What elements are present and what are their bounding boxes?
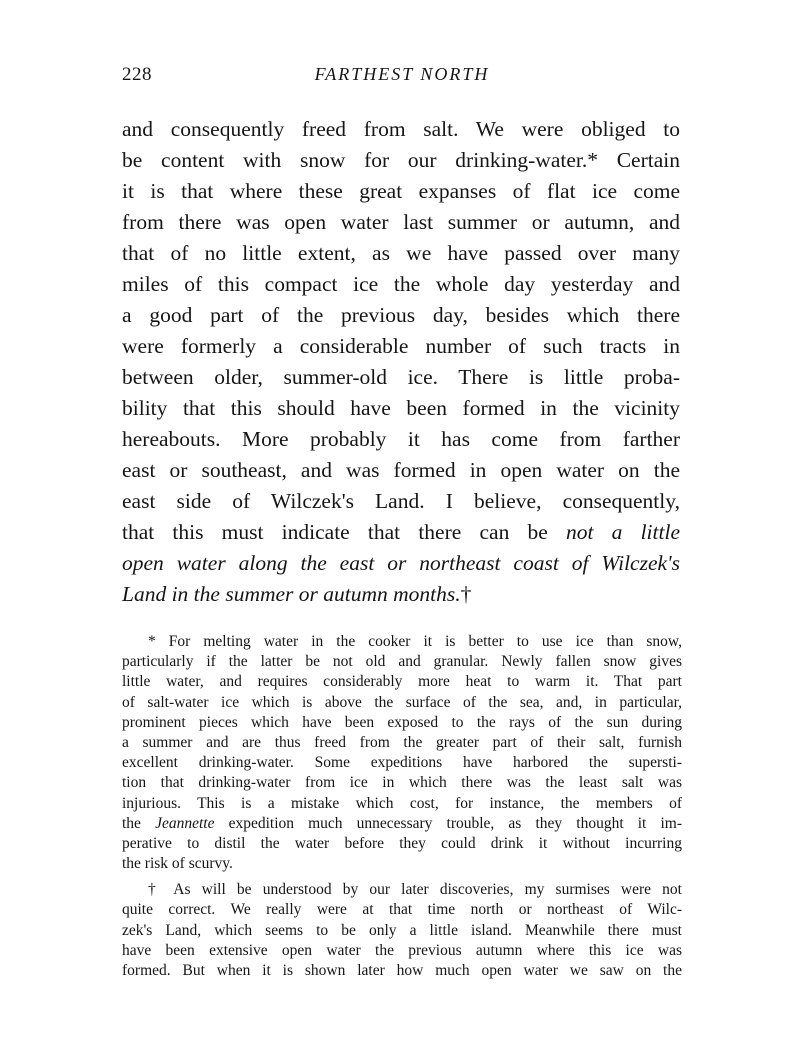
footnote-line: [122, 814, 682, 834]
body-line: it is that where these great expanses of flat ice come: [122, 179, 680, 203]
body-line: miles of this compact ice the whole day yesterday and: [122, 272, 680, 296]
ship-name: Jeannette: [155, 814, 215, 832]
footnote-line: have been extensive open water the previous autumn where this ice was: [122, 941, 682, 959]
footnote-line: * For melting water in the cooker it is better to use ice than snow,: [148, 633, 682, 650]
footnote-line: tion that drinking-water from ice in which there was the least salt was: [122, 774, 682, 792]
body-line: that of no little extent, as we have passed over many: [122, 241, 680, 265]
footnote-line: † As will be understood by our later discoveries, my surmises were not: [148, 881, 682, 899]
footnote-line: injurious. This is a mistake which cost, for instance, the members of: [122, 794, 682, 812]
dagger-footnote-mark: †: [460, 582, 472, 606]
body-line: bility that this should have been formed in the vicinity: [122, 396, 680, 420]
footnote-line: the risk of scurvy.: [122, 855, 233, 873]
footnote-line: excellent drinking-water. Some expeditions have harbored the supersti-: [122, 754, 682, 772]
body-line: between older, summer-old ice. There is little proba-: [122, 365, 680, 389]
body-line: [122, 579, 680, 610]
footnote-line: of salt-water ice which is above the surface of the sea, and, in particular,: [122, 693, 682, 711]
footnote-line: particularly if the latter be not old and granular. Newly fallen snow gives: [122, 653, 682, 671]
body-line-italic-part: Land in the summer or autumn months.: [122, 582, 461, 606]
footnote-line: zek's Land, which seems to be only a little island. Meanwhile there must: [122, 921, 682, 939]
footnote-text: the: [122, 814, 156, 832]
body-text: [122, 114, 680, 610]
footnote-line: formed. But when it is shown later how much open water we saw on the: [122, 962, 682, 979]
body-line: and consequently freed from salt. We were obliged to: [122, 117, 680, 141]
body-line: [122, 517, 680, 548]
footnote-line: a summer and are thus freed from the greater part of their salt, furnish: [122, 733, 682, 751]
running-head: FARTHEST NORTH: [314, 64, 490, 84]
footnote-line: little water, and requires considerably more heat to warm it. That part: [122, 673, 682, 691]
footnote-line: quite correct. We really were at that time north or northeast of Wilc-: [122, 901, 682, 919]
footnote-line: prominent pieces which have been exposed to the rays of the sun during: [122, 713, 682, 731]
page-number: 228: [122, 64, 152, 85]
body-line: open water along the east or northeast coast of Wilczek's: [122, 551, 680, 575]
body-line: were formerly a considerable number of such tracts in: [122, 334, 680, 358]
body-line: east or southeast, and was formed in open water on the: [122, 458, 680, 482]
body-line: east side of Wilczek's Land. I believe, consequently,: [122, 489, 680, 513]
body-line: hereabouts. More probably it has come from farther: [122, 427, 680, 451]
page-header: [122, 64, 682, 90]
body-line: a good part of the previous day, besides which there: [122, 303, 680, 327]
body-line-roman-part: that this must indicate that there can be: [122, 520, 566, 544]
body-line: from there was open water last summer or autumn, and: [122, 210, 680, 234]
body-line: be content with snow for our drinking-water.* Certain: [122, 148, 680, 172]
footnote-line: perative to distil the water before they could drink it without incurring: [122, 834, 682, 852]
body-line-italic-part: not a little: [565, 520, 680, 544]
footnotes: [122, 632, 682, 981]
footnote-text: expedition much unnecessary trouble, as they thought it im-: [214, 814, 682, 832]
